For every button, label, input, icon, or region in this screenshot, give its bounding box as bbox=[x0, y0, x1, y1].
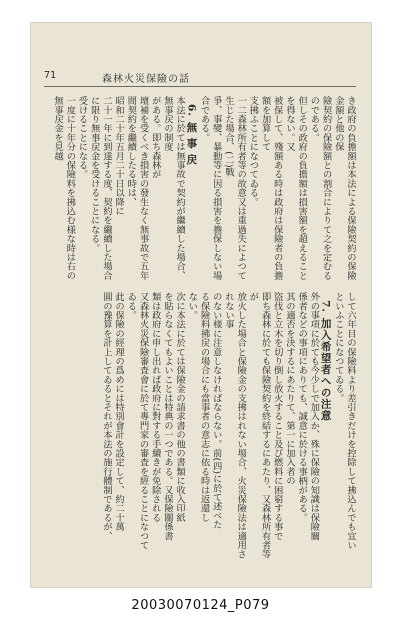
text-line: ゐる。 bbox=[125, 292, 137, 320]
text-line: 壇補を受くべき損害の發生なく無事故で五年間契約を繼續したる時は、 bbox=[125, 96, 149, 280]
text-line: 二十一年に到達する度、契約を繼續した場合に限り無事戻金を受けることになる。 bbox=[88, 96, 112, 280]
text-line: 但しその政府の負擔額は損害額を超えることを得ない。又 bbox=[283, 96, 308, 280]
document-page bbox=[30, 22, 372, 588]
text-line: 支拂ふことになつてゐる。 bbox=[247, 96, 259, 207]
text-line: 係者などの事項にありても、誠意に於ける事柄がある。 bbox=[296, 292, 308, 522]
page-number: 71 bbox=[44, 70, 57, 81]
text-line: 盜伐と立木を切り倒し放火すること及び燃料に困窮する事で bbox=[271, 292, 283, 541]
text-line: ない。 bbox=[186, 292, 198, 320]
text-line: 一度に十年分の保險料を拂込む様な時は右の無事戻金を見越 bbox=[52, 96, 76, 280]
text-line: 爭、事變、暴動等に因る損害を擔保しない場合である。 bbox=[198, 96, 222, 280]
running-title: 森林火災保險の話 bbox=[102, 74, 190, 85]
text-line: 其の適否を決するにあたりて、第一に加入者の bbox=[283, 292, 295, 486]
text-line: 放火した場合と保險金の支拂はれない場合、火災保險法は適用されない事 bbox=[222, 292, 247, 559]
text-line: 本法に於ては無事故で契約が繼續した場合、無事戻の制度 bbox=[161, 96, 186, 280]
text-line: 此の保險の經理の爲めには特別會計を設定して、約二十萬 bbox=[113, 292, 125, 532]
text-line: る保險料拂戻の場合にも當事者の意志に依る時は返還し bbox=[198, 292, 210, 522]
text-line: して六年目の保險料より差引きだけを控除して拂込んでも宜い bbox=[345, 292, 356, 550]
text-line: を貼らなくてもよいことは特典の一つである。又保險關係書 bbox=[161, 292, 173, 541]
text-line: 昭和二十年五月二十日以降に bbox=[113, 96, 125, 216]
text-line: といふことになつてゐる。 bbox=[332, 292, 344, 403]
section-heading: 6. 無 事 戻 bbox=[185, 104, 198, 166]
header-rule bbox=[44, 86, 356, 87]
text-line: 受けることになる。 bbox=[76, 96, 88, 179]
text-block-upper bbox=[44, 96, 356, 282]
text-line: 被保して、殘額ある時は政府は保險者の負擔額を加算して bbox=[259, 96, 283, 280]
text-line: 一二森林所有者等の故意又は重過失によつて生じた場合、(二)戰 bbox=[222, 96, 247, 280]
text-line: のない様に注意しなければならない。前(四)に於て述べた bbox=[210, 292, 222, 530]
text-line: がある。即ち森林が bbox=[149, 96, 161, 179]
text-line: 即ち森林に於ても保險契約を終結するにあたり、又森林所有者等が bbox=[247, 292, 271, 559]
text-block-lower bbox=[44, 292, 356, 562]
page-header bbox=[44, 70, 356, 86]
text-line: 圓の豫算を計上してゐるとそれが本法の施行體制であるが、 bbox=[100, 292, 112, 541]
text-line: 次に本法に於ては保險金の請求書の他の書類に收入印紙 bbox=[174, 292, 186, 522]
section-heading: 7. 加入希望者への注意 bbox=[319, 300, 332, 422]
text-line: 險契約の保險額との割合によりて之を定むるのである。 bbox=[308, 96, 332, 280]
text-line: き政府の負擔額は本法による保險契約の保險金額と他の保 bbox=[332, 96, 356, 280]
text-line: 類は政府に申し出れば政府に對する手續きが免除される bbox=[149, 292, 161, 522]
text-line: 又森林火災保險審査會に於て專門家の審査を經ることになつて bbox=[137, 292, 149, 550]
text-line: 外の事項に於ても今少しで加入か、殊に保險の知識は保險關 bbox=[308, 292, 320, 541]
image-caption: 20030070124_P079 bbox=[131, 598, 270, 613]
